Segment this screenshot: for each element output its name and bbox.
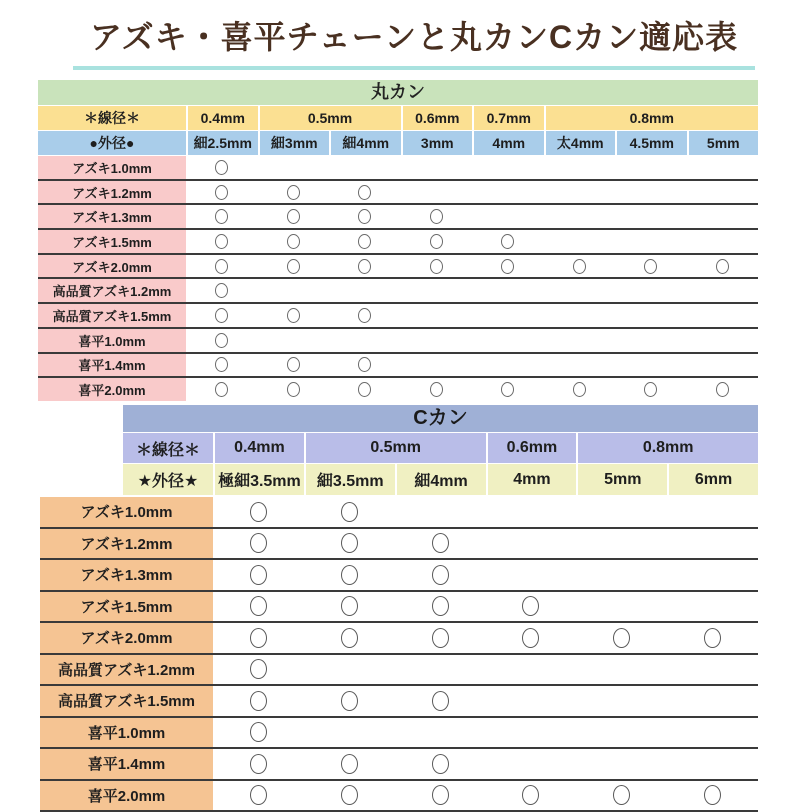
mark-cell <box>329 181 401 204</box>
table-row <box>38 304 758 329</box>
mark-cell <box>687 279 759 302</box>
mark-cell <box>576 718 667 748</box>
table-row <box>40 718 758 750</box>
mark-cell <box>544 181 616 204</box>
page-title <box>73 12 755 70</box>
table-row <box>38 354 758 379</box>
mark-cell <box>401 329 473 352</box>
mark-cell <box>304 718 395 748</box>
compatibility-circle-icon <box>430 259 443 274</box>
compatibility-circle-icon <box>250 596 267 616</box>
compatibility-circle-icon <box>287 382 300 397</box>
compatibility-circle-icon <box>250 502 267 522</box>
mark-cell <box>687 378 759 401</box>
c-kan-table-header-block <box>123 405 758 496</box>
outer-diameter-cell: 4mm <box>488 464 577 495</box>
mark-cell <box>667 749 758 779</box>
chain-row-label: 高品質アズキ1.2mm <box>40 655 213 685</box>
mark-cell <box>544 329 616 352</box>
mark-cell <box>186 156 258 179</box>
mark-cell <box>395 592 486 622</box>
mark-cell <box>544 279 616 302</box>
mark-cell <box>401 378 473 401</box>
mark-cell <box>486 592 577 622</box>
mark-cell <box>544 205 616 228</box>
mark-cell <box>186 354 258 377</box>
compatibility-circle-icon <box>250 533 267 553</box>
compatibility-circle-icon <box>287 259 300 274</box>
compatibility-circle-icon <box>215 357 228 372</box>
mark-cell <box>687 354 759 377</box>
mark-cell <box>304 749 395 779</box>
chain-row-label: アズキ1.5mm <box>40 592 213 622</box>
mark-cell <box>304 529 395 559</box>
mark-cell <box>615 181 687 204</box>
outer-diameter-cell: 細3mm <box>260 131 330 155</box>
maru-kan-outer-diameter-row <box>38 131 758 155</box>
mark-cell <box>667 497 758 527</box>
compatibility-circle-icon <box>215 209 228 224</box>
compatibility-circle-icon <box>341 502 358 522</box>
mark-cell <box>213 781 304 811</box>
mark-cell <box>329 378 401 401</box>
mark-cell <box>401 181 473 204</box>
mark-cell <box>213 718 304 748</box>
chain-row-label: アズキ1.2mm <box>40 529 213 559</box>
mark-cell <box>258 205 330 228</box>
chain-row-label: 高品質アズキ1.5mm <box>38 304 186 327</box>
table-row <box>38 156 758 181</box>
outer-diameter-cell: 細2.5mm <box>188 131 258 155</box>
mark-cell <box>615 304 687 327</box>
mark-cell <box>687 230 759 253</box>
mark-cell <box>401 230 473 253</box>
wire-diameter-cell: 0.6mm <box>488 433 577 463</box>
mark-cell <box>213 655 304 685</box>
table-row <box>38 255 758 280</box>
mark-cell <box>687 255 759 278</box>
compatibility-circle-icon <box>250 628 267 648</box>
compatibility-circle-icon <box>358 234 371 249</box>
mark-cell <box>576 655 667 685</box>
mark-cell <box>576 560 667 590</box>
compatibility-circle-icon <box>644 259 657 274</box>
mark-cell <box>213 529 304 559</box>
chain-row-label: 喜平1.0mm <box>38 329 186 352</box>
mark-cell <box>213 749 304 779</box>
wire-diameter-cell: 0.7mm <box>474 106 544 130</box>
mark-cell <box>304 655 395 685</box>
compatibility-circle-icon <box>432 785 449 805</box>
mark-cell <box>329 205 401 228</box>
mark-cell <box>213 623 304 653</box>
table-row <box>40 497 758 529</box>
mark-cell <box>329 304 401 327</box>
mark-cell <box>186 255 258 278</box>
table-row <box>38 378 758 401</box>
outer-diameter-cell: 3mm <box>403 131 473 155</box>
mark-cell <box>687 181 759 204</box>
mark-cell <box>329 279 401 302</box>
mark-cell <box>186 279 258 302</box>
outer-diameter-cell: 6mm <box>669 464 758 495</box>
mark-cell <box>472 279 544 302</box>
mark-cell <box>186 205 258 228</box>
wire-diameter-cell: 0.4mm <box>188 106 258 130</box>
mark-cell <box>615 329 687 352</box>
maru-kan-table-header: 丸カン <box>38 80 758 105</box>
compatibility-circle-icon <box>573 259 586 274</box>
mark-cell <box>576 749 667 779</box>
outer-diameter-label: ★外径★ <box>123 464 213 495</box>
compatibility-circle-icon <box>522 628 539 648</box>
mark-cell <box>486 686 577 716</box>
mark-cell <box>472 156 544 179</box>
mark-cell <box>401 205 473 228</box>
chain-row-label: アズキ1.2mm <box>38 181 186 204</box>
compatibility-circle-icon <box>522 596 539 616</box>
mark-cell <box>576 529 667 559</box>
compatibility-circle-icon <box>430 209 443 224</box>
mark-cell <box>395 718 486 748</box>
mark-cell <box>472 304 544 327</box>
outer-diameter-cell: 細4mm <box>331 131 401 155</box>
maru-kan-wire-diameter-row <box>38 106 758 130</box>
mark-cell <box>395 497 486 527</box>
mark-cell <box>395 655 486 685</box>
mark-cell <box>615 279 687 302</box>
mark-cell <box>615 378 687 401</box>
compatibility-circle-icon <box>432 628 449 648</box>
chain-row-label: 喜平1.0mm <box>40 718 213 748</box>
compatibility-circle-icon <box>215 283 228 298</box>
mark-cell <box>687 205 759 228</box>
compatibility-circle-icon <box>287 209 300 224</box>
chain-row-label: アズキ2.0mm <box>40 623 213 653</box>
outer-diameter-cell: 細3.5mm <box>306 464 395 495</box>
compatibility-circle-icon <box>432 596 449 616</box>
mark-cell <box>667 560 758 590</box>
outer-diameter-cell: 5mm <box>578 464 667 495</box>
mark-cell <box>401 279 473 302</box>
compatibility-circle-icon <box>341 533 358 553</box>
table-row <box>40 749 758 781</box>
compatibility-circle-icon <box>716 259 729 274</box>
mark-cell <box>258 354 330 377</box>
mark-cell <box>401 156 473 179</box>
compatibility-circle-icon <box>432 691 449 711</box>
chain-row-label: 喜平1.4mm <box>40 749 213 779</box>
wire-diameter-cell: 0.5mm <box>260 106 401 130</box>
c-kan-table-header: Cカン <box>123 405 758 432</box>
table-row <box>40 592 758 624</box>
mark-cell <box>615 230 687 253</box>
chain-row-label: アズキ1.0mm <box>38 156 186 179</box>
compatibility-circle-icon <box>358 259 371 274</box>
mark-cell <box>544 304 616 327</box>
compatibility-circle-icon <box>501 259 514 274</box>
mark-cell <box>486 718 577 748</box>
compatibility-circle-icon <box>432 754 449 774</box>
table-row <box>38 205 758 230</box>
compatibility-circle-icon <box>250 785 267 805</box>
table-row <box>38 279 758 304</box>
mark-cell <box>213 560 304 590</box>
compatibility-circle-icon <box>341 565 358 585</box>
wire-diameter-cell: 0.4mm <box>215 433 304 463</box>
compatibility-circle-icon <box>215 382 228 397</box>
outer-diameter-cell: 4.5mm <box>617 131 687 155</box>
compatibility-circle-icon <box>341 785 358 805</box>
mark-cell <box>395 623 486 653</box>
mark-cell <box>258 304 330 327</box>
compatibility-circle-icon <box>341 754 358 774</box>
compatibility-circle-icon <box>430 382 443 397</box>
mark-cell <box>213 497 304 527</box>
mark-cell <box>186 304 258 327</box>
mark-cell <box>472 354 544 377</box>
compatibility-circle-icon <box>250 691 267 711</box>
mark-cell <box>486 623 577 653</box>
compatibility-circle-icon <box>215 160 228 175</box>
mark-cell <box>472 230 544 253</box>
mark-cell <box>576 623 667 653</box>
chain-row-label: アズキ2.0mm <box>38 255 186 278</box>
mark-cell <box>258 156 330 179</box>
mark-cell <box>258 230 330 253</box>
compatibility-circle-icon <box>287 234 300 249</box>
outer-diameter-cell: 4mm <box>474 131 544 155</box>
table-row <box>40 560 758 592</box>
compatibility-circle-icon <box>358 382 371 397</box>
compatibility-circle-icon <box>522 785 539 805</box>
mark-cell <box>401 304 473 327</box>
compatibility-circle-icon <box>341 596 358 616</box>
mark-cell <box>472 205 544 228</box>
wire-diameter-cell: 0.8mm <box>578 433 758 463</box>
mark-cell <box>667 686 758 716</box>
chain-row-label: 高品質アズキ1.2mm <box>38 279 186 302</box>
outer-diameter-label: ●外径● <box>38 131 186 155</box>
chain-row-label: アズキ1.0mm <box>40 497 213 527</box>
mark-cell <box>213 592 304 622</box>
chain-row-label: アズキ1.5mm <box>38 230 186 253</box>
table-row <box>40 529 758 561</box>
compatibility-circle-icon <box>250 722 267 742</box>
compatibility-circle-icon <box>341 628 358 648</box>
c-kan-wire-diameter-row <box>123 433 758 463</box>
mark-cell <box>258 329 330 352</box>
c-kan-outer-diameter-row <box>123 464 758 495</box>
wire-diameter-cell: 0.6mm <box>403 106 473 130</box>
mark-cell <box>186 378 258 401</box>
compatibility-circle-icon <box>250 659 267 679</box>
mark-cell <box>472 255 544 278</box>
mark-cell <box>576 686 667 716</box>
table-row <box>40 655 758 687</box>
page-title-text: アズキ・喜平チェーンと丸カンCカン適応表 <box>90 19 738 55</box>
mark-cell <box>486 560 577 590</box>
table-row <box>38 181 758 206</box>
compatibility-circle-icon <box>613 785 630 805</box>
mark-cell <box>667 655 758 685</box>
table-row <box>40 781 758 812</box>
compatibility-circle-icon <box>716 382 729 397</box>
mark-cell <box>687 329 759 352</box>
mark-cell <box>472 378 544 401</box>
compatibility-circle-icon <box>215 333 228 348</box>
mark-cell <box>615 354 687 377</box>
mark-cell <box>304 560 395 590</box>
compatibility-circle-icon <box>501 234 514 249</box>
mark-cell <box>667 781 758 811</box>
outer-diameter-cell: 太4mm <box>546 131 616 155</box>
mark-cell <box>576 781 667 811</box>
mark-cell <box>472 181 544 204</box>
mark-cell <box>258 181 330 204</box>
mark-cell <box>395 686 486 716</box>
mark-cell <box>401 354 473 377</box>
compatibility-circle-icon <box>287 357 300 372</box>
mark-cell <box>213 686 304 716</box>
mark-cell <box>486 655 577 685</box>
mark-cell <box>544 230 616 253</box>
outer-diameter-cell: 細4mm <box>397 464 486 495</box>
compatibility-circle-icon <box>501 382 514 397</box>
mark-cell <box>304 623 395 653</box>
mark-cell <box>401 255 473 278</box>
mark-cell <box>186 181 258 204</box>
mark-cell <box>667 623 758 653</box>
compatibility-circle-icon <box>215 308 228 323</box>
compatibility-circle-icon <box>250 565 267 585</box>
compatibility-circle-icon <box>704 628 721 648</box>
wire-diameter-label: ＊線径＊ <box>38 106 186 130</box>
table-row <box>40 686 758 718</box>
maru-kan-table-body <box>38 156 758 401</box>
chain-row-label: 喜平2.0mm <box>40 781 213 811</box>
mark-cell <box>329 156 401 179</box>
compatibility-circle-icon <box>215 185 228 200</box>
mark-cell <box>395 781 486 811</box>
mark-cell <box>486 497 577 527</box>
mark-cell <box>472 329 544 352</box>
compatibility-circle-icon <box>250 754 267 774</box>
compatibility-circle-icon <box>358 308 371 323</box>
mark-cell <box>615 205 687 228</box>
mark-cell <box>544 378 616 401</box>
mark-cell <box>486 529 577 559</box>
table-row <box>38 329 758 354</box>
mark-cell <box>544 156 616 179</box>
compatibility-circle-icon <box>341 691 358 711</box>
compatibility-circle-icon <box>430 234 443 249</box>
mark-cell <box>576 592 667 622</box>
mark-cell <box>544 255 616 278</box>
mark-cell <box>186 230 258 253</box>
compatibility-circle-icon <box>358 185 371 200</box>
mark-cell <box>544 354 616 377</box>
compatibility-circle-icon <box>573 382 586 397</box>
mark-cell <box>486 781 577 811</box>
mark-cell <box>329 329 401 352</box>
chain-row-label: アズキ1.3mm <box>40 560 213 590</box>
mark-cell <box>304 686 395 716</box>
maru-kan-table <box>38 80 758 401</box>
chain-row-label: アズキ1.3mm <box>38 205 186 228</box>
mark-cell <box>395 529 486 559</box>
mark-cell <box>395 560 486 590</box>
compatibility-circle-icon <box>358 209 371 224</box>
wire-diameter-cell: 0.5mm <box>306 433 486 463</box>
mark-cell <box>304 592 395 622</box>
outer-diameter-cell: 極細3.5mm <box>215 464 304 495</box>
c-kan-table-body <box>40 497 758 812</box>
compatibility-circle-icon <box>644 382 657 397</box>
compatibility-circle-icon <box>613 628 630 648</box>
mark-cell <box>615 255 687 278</box>
wire-diameter-cell: 0.8mm <box>546 106 759 130</box>
table-row <box>40 623 758 655</box>
mark-cell <box>329 230 401 253</box>
mark-cell <box>329 255 401 278</box>
mark-cell <box>258 279 330 302</box>
table-row <box>38 230 758 255</box>
mark-cell <box>486 749 577 779</box>
chain-row-label: 高品質アズキ1.5mm <box>40 686 213 716</box>
mark-cell <box>304 781 395 811</box>
mark-cell <box>576 497 667 527</box>
compatibility-circle-icon <box>704 785 721 805</box>
mark-cell <box>258 378 330 401</box>
mark-cell <box>687 304 759 327</box>
outer-diameter-cell: 5mm <box>689 131 759 155</box>
compatibility-circle-icon <box>287 308 300 323</box>
mark-cell <box>329 354 401 377</box>
chain-row-label: 喜平2.0mm <box>38 378 186 401</box>
mark-cell <box>667 592 758 622</box>
mark-cell <box>667 529 758 559</box>
compatibility-circle-icon <box>432 533 449 553</box>
compatibility-circle-icon <box>215 234 228 249</box>
mark-cell <box>687 156 759 179</box>
mark-cell <box>186 329 258 352</box>
chain-row-label: 喜平1.4mm <box>38 354 186 377</box>
compatibility-circle-icon <box>287 185 300 200</box>
mark-cell <box>258 255 330 278</box>
wire-diameter-label: ＊線径＊ <box>123 433 213 463</box>
compatibility-circle-icon <box>432 565 449 585</box>
compatibility-circle-icon <box>215 259 228 274</box>
mark-cell <box>667 718 758 748</box>
mark-cell <box>304 497 395 527</box>
mark-cell <box>395 749 486 779</box>
compatibility-circle-icon <box>358 357 371 372</box>
mark-cell <box>615 156 687 179</box>
